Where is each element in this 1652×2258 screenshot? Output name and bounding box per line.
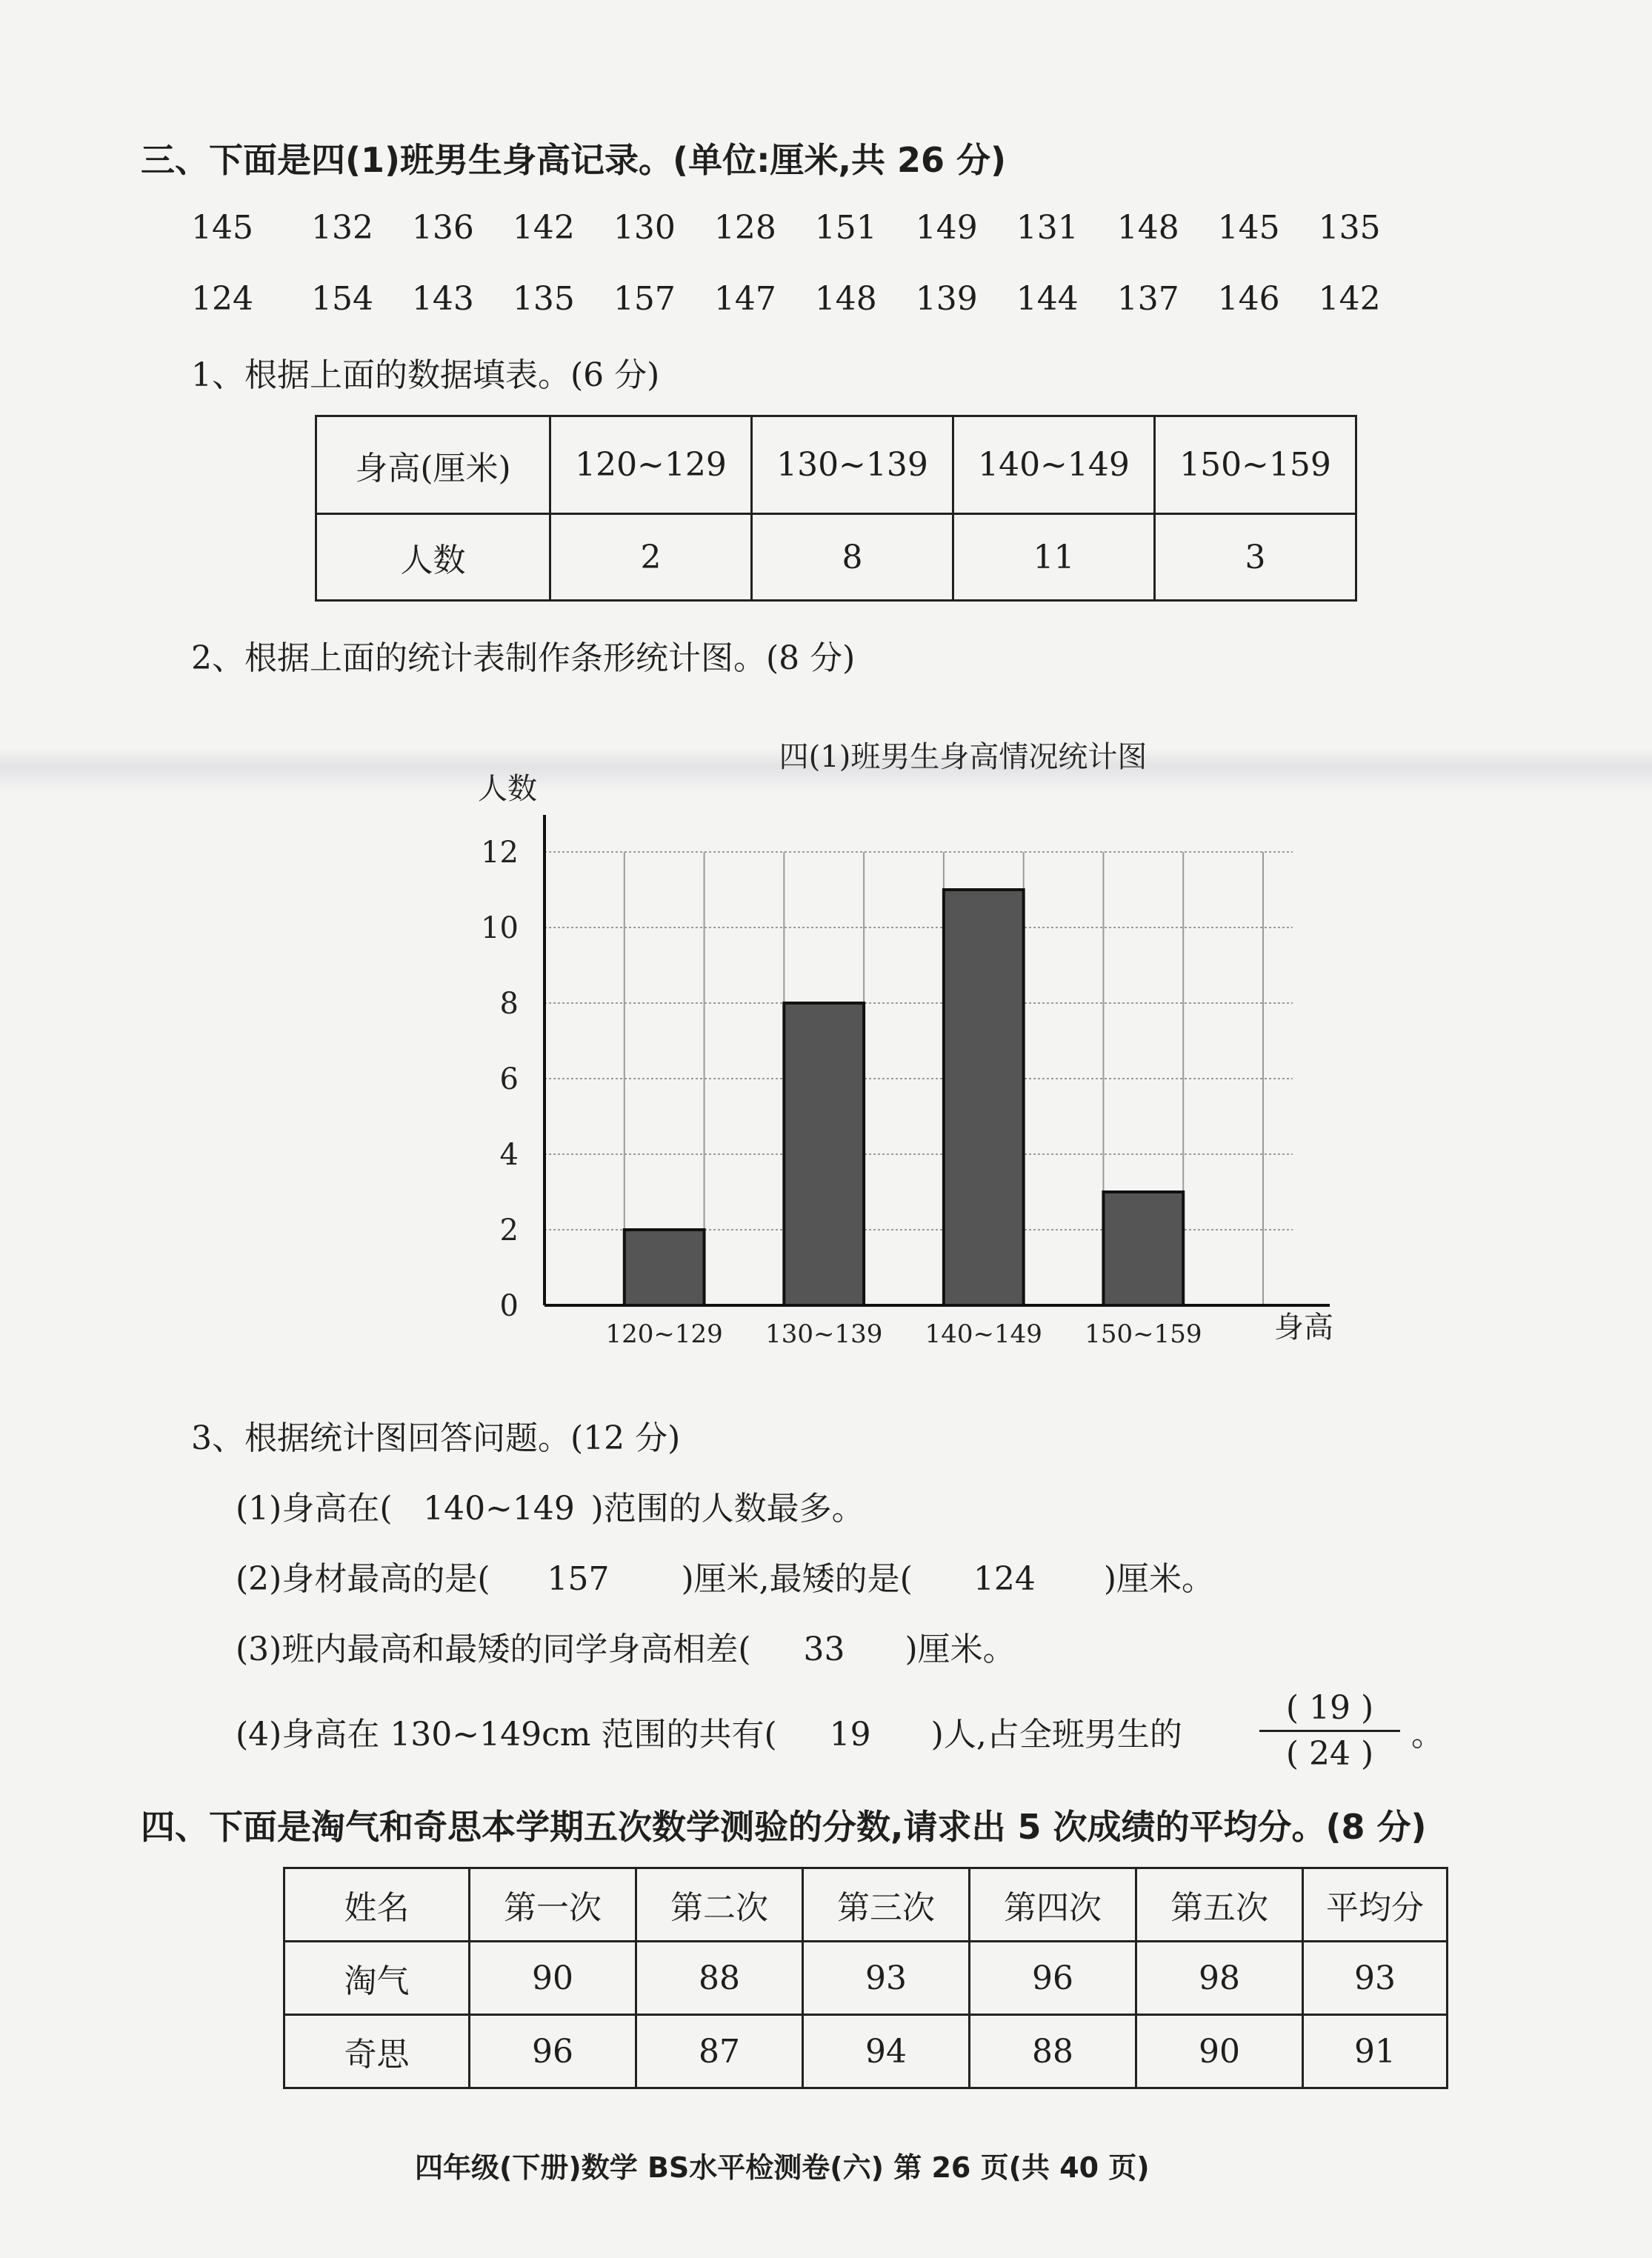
table-cell: 2 (550, 514, 752, 601)
table-header-cell: 身高(厘米) (316, 416, 550, 514)
height-value: 148 (1116, 209, 1179, 247)
average-cell: 91 (1303, 2015, 1448, 2088)
table-cell: 96 (470, 2015, 636, 2088)
height-value: 145 (1217, 209, 1280, 247)
question-text: )厘米。 (905, 1631, 1016, 1668)
table-row (284, 1942, 1448, 2015)
height-value: 149 (915, 209, 978, 247)
height-value: 154 (310, 280, 373, 318)
question-text: )人,占全班男生的 (930, 1716, 1182, 1754)
table-header-cell: 姓名 (284, 1868, 470, 1942)
student-name: 奇思 (284, 2015, 470, 2088)
height-value: 132 (310, 209, 373, 247)
y-tick-label: 8 (499, 987, 519, 1021)
height-value: 148 (814, 280, 877, 318)
sub-question-2 (236, 1552, 1214, 1599)
height-value: 136 (411, 209, 474, 247)
student-name: 淘气 (284, 1942, 470, 2015)
question-text: (4)身高在 130~149cm 范围的共有( (236, 1716, 777, 1754)
table-row (284, 2015, 1448, 2088)
x-tick-label: 140~149 (925, 1319, 1042, 1349)
fraction-bar (1259, 1730, 1400, 1732)
height-value: 157 (613, 280, 676, 318)
height-value: 130 (613, 209, 676, 247)
table-cell: 8 (752, 514, 953, 601)
table-row (316, 514, 1356, 601)
question-1: 1、根据上面的数据填表。(6 分) (191, 356, 660, 394)
question-text: (2)身材最高的是( (236, 1560, 490, 1598)
question-text: (1)身高在( (236, 1490, 393, 1528)
answer-fraction (1259, 1689, 1400, 1773)
section4-heading: 四、下面是淘气和奇思本学期五次数学测验的分数,请求出 5 次成绩的平均分。(8 分) (141, 1807, 1427, 1847)
x-tick-label: 150~159 (1085, 1319, 1202, 1349)
bar (625, 1230, 705, 1305)
table-cell: 94 (803, 2015, 970, 2088)
bar (944, 890, 1024, 1305)
question-2: 2、根据上面的统计表制作条形统计图。(8 分) (191, 639, 856, 677)
table-header-cell: 150~159 (1155, 416, 1356, 514)
answer-range: 140~149 (423, 1490, 575, 1528)
height-value: 135 (512, 280, 575, 318)
y-axis-label: 人数 (478, 772, 537, 806)
height-value: 142 (1318, 280, 1381, 318)
height-value: 143 (411, 280, 474, 318)
table-header-cell: 平均分 (1303, 1868, 1448, 1942)
table-cell: 88 (970, 2015, 1136, 2088)
table-cell: 90 (1136, 2015, 1303, 2088)
table-cell: 90 (470, 1942, 636, 2015)
table-header-cell: 120~129 (550, 416, 752, 514)
height-data-row-2 (191, 280, 1381, 318)
height-value: 135 (1318, 209, 1381, 247)
height-value: 146 (1217, 280, 1280, 318)
table-header-cell: 第五次 (1136, 1868, 1303, 1942)
table-cell: 3 (1155, 514, 1356, 601)
table-cell: 88 (636, 1942, 803, 2015)
question-text: (3)班内最高和最矮的同学身高相差( (236, 1631, 751, 1668)
height-value: 124 (191, 280, 253, 318)
answer-difference: 33 (803, 1631, 845, 1668)
sub-question-1 (236, 1482, 865, 1529)
y-tick-label: 10 (481, 911, 519, 945)
x-tick-label: 130~139 (765, 1319, 883, 1349)
y-tick-label: 0 (499, 1289, 519, 1323)
height-value: 139 (915, 280, 978, 318)
answer-tallest: 157 (547, 1560, 610, 1598)
question-text: )厘米,最矮的是( (681, 1560, 913, 1598)
height-data-row-1 (191, 209, 1381, 247)
question-3: 3、根据统计图回答问题。(12 分) (191, 1419, 681, 1457)
table-header-cell: 第二次 (636, 1868, 803, 1942)
height-frequency-table (315, 415, 1357, 602)
table-header-cell: 第一次 (470, 1868, 636, 1942)
sentence-end: 。 (1411, 1716, 1444, 1754)
x-axis-label: 身高 (1274, 1310, 1333, 1345)
fraction-denominator: ( 24 ) (1285, 1735, 1374, 1773)
height-value: 131 (1016, 209, 1079, 247)
height-value: 142 (512, 209, 575, 247)
table-row-label: 人数 (316, 514, 550, 601)
y-tick-label: 2 (499, 1213, 519, 1248)
table-header-row (316, 416, 1356, 514)
bar (784, 1003, 864, 1305)
height-value: 151 (814, 209, 877, 247)
table-cell: 93 (803, 1942, 970, 2015)
table-cell: 96 (970, 1942, 1136, 2015)
y-tick-label: 12 (481, 836, 519, 870)
table-header-row (284, 1868, 1448, 1942)
chart-title: 四(1)班男生身高情况统计图 (779, 740, 1148, 774)
answer-shortest: 124 (973, 1560, 1036, 1598)
height-value: 145 (191, 209, 253, 247)
y-tick-label: 6 (499, 1062, 519, 1096)
sub-question-3 (236, 1622, 1016, 1670)
table-header-cell: 第三次 (803, 1868, 970, 1942)
answer-count: 19 (829, 1716, 871, 1754)
y-tick-label: 4 (499, 1138, 519, 1172)
table-header-cell: 140~149 (953, 416, 1155, 514)
height-value: 147 (713, 280, 776, 318)
section3-heading: 三、下面是四(1)班男生身高记录。(单位:厘米,共 26 分) (141, 140, 1007, 180)
average-cell: 93 (1303, 1942, 1448, 2015)
bar-chart (430, 711, 1378, 1363)
height-value: 128 (713, 209, 776, 247)
table-header-cell: 130~139 (752, 416, 953, 514)
table-header-cell: 第四次 (970, 1868, 1136, 1942)
table-cell: 98 (1136, 1942, 1303, 2015)
chart-bars (625, 890, 1183, 1305)
page-footer: 四年级(下册)数学 BS水平检测卷(六) 第 26 页(共 40 页) (415, 2151, 1150, 2184)
x-tick-label: 120~129 (605, 1319, 723, 1349)
table-cell: 87 (636, 2015, 803, 2088)
height-value: 137 (1116, 280, 1179, 318)
sub-question-4 (236, 1708, 1182, 1755)
question-text: )厘米。 (1103, 1560, 1214, 1598)
bar (1103, 1192, 1183, 1305)
fraction-numerator: ( 19 ) (1285, 1689, 1374, 1727)
question-text: )范围的人数最多。 (590, 1490, 865, 1528)
score-table (283, 1867, 1448, 2089)
table-cell: 11 (953, 514, 1155, 601)
height-value: 144 (1016, 280, 1079, 318)
